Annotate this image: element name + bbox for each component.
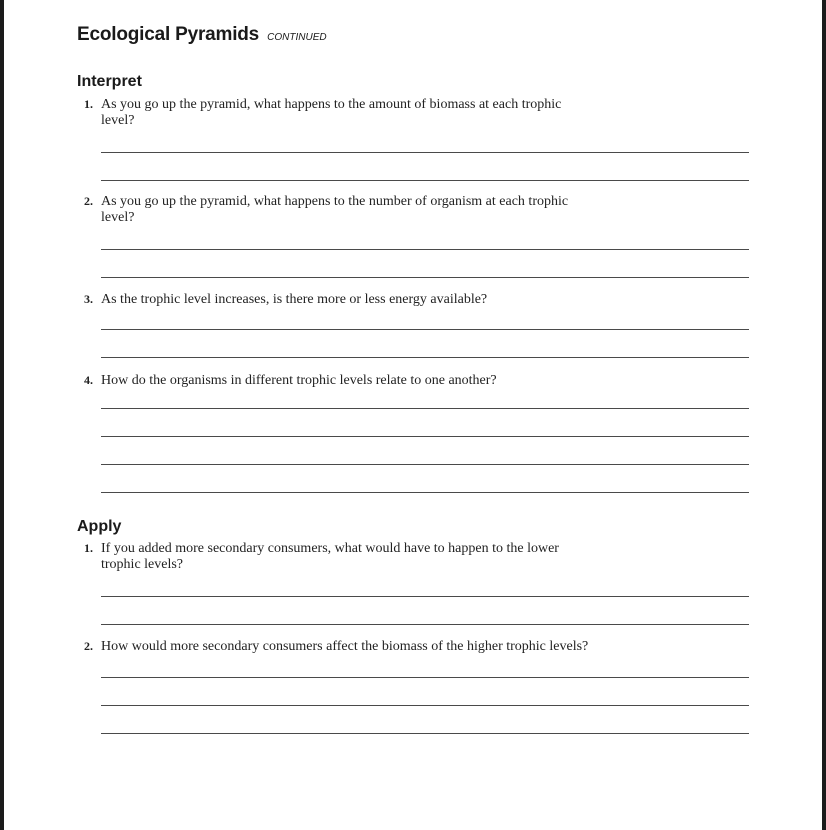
question-number: 1.: [84, 541, 93, 555]
answer-line[interactable]: [101, 249, 749, 250]
answer-line[interactable]: [101, 152, 749, 153]
interpret-question-3: [84, 291, 644, 308]
title-continued-label: CONTINUED: [267, 32, 327, 43]
question-number: 3.: [84, 292, 93, 306]
interpret-question-2: [84, 193, 644, 226]
answer-line[interactable]: [101, 677, 749, 678]
question-number: 1.: [84, 97, 93, 111]
answer-line[interactable]: [101, 705, 749, 706]
question-text-continued: level?: [101, 113, 135, 128]
question-number: 2.: [84, 639, 93, 653]
question-text-continued: level?: [101, 210, 135, 225]
interpret-question-1: [84, 96, 644, 129]
interpret-question-4: [84, 372, 644, 389]
apply-question-1: [84, 540, 644, 573]
answer-line[interactable]: [101, 733, 749, 734]
answer-line[interactable]: [101, 329, 749, 330]
question-text: As you go up the pyramid, what happens to the number of organism at each trophic: [101, 194, 569, 209]
apply-question-2: [84, 638, 644, 655]
answer-line[interactable]: [101, 436, 749, 437]
question-text: If you added more secondary consumers, what would have to happen to the lower: [101, 541, 559, 556]
answer-line[interactable]: [101, 492, 749, 493]
worksheet-page: [4, 0, 822, 830]
answer-line[interactable]: [101, 357, 749, 358]
question-text: How would more secondary consumers affect the biomass of the higher trophic levels?: [101, 639, 589, 654]
answer-line[interactable]: [101, 624, 749, 625]
answer-line[interactable]: [101, 277, 749, 278]
section-heading-apply: Apply: [77, 518, 122, 535]
page-title: [77, 24, 327, 46]
section-heading-interpret: Interpret: [77, 73, 142, 90]
question-number: 2.: [84, 194, 93, 208]
question-text: How do the organisms in different trophic levels relate to one another?: [101, 373, 497, 388]
title-text: Ecological Pyramids: [77, 24, 260, 45]
answer-line[interactable]: [101, 596, 749, 597]
question-number: 4.: [84, 373, 93, 387]
question-text: As the trophic level increases, is there more or less energy available?: [101, 292, 488, 307]
answer-line[interactable]: [101, 180, 749, 181]
question-text-continued: trophic levels?: [101, 557, 184, 572]
answer-line[interactable]: [101, 408, 749, 409]
question-text: As you go up the pyramid, what happens to the amount of biomass at each trophic: [101, 97, 562, 112]
answer-line[interactable]: [101, 464, 749, 465]
